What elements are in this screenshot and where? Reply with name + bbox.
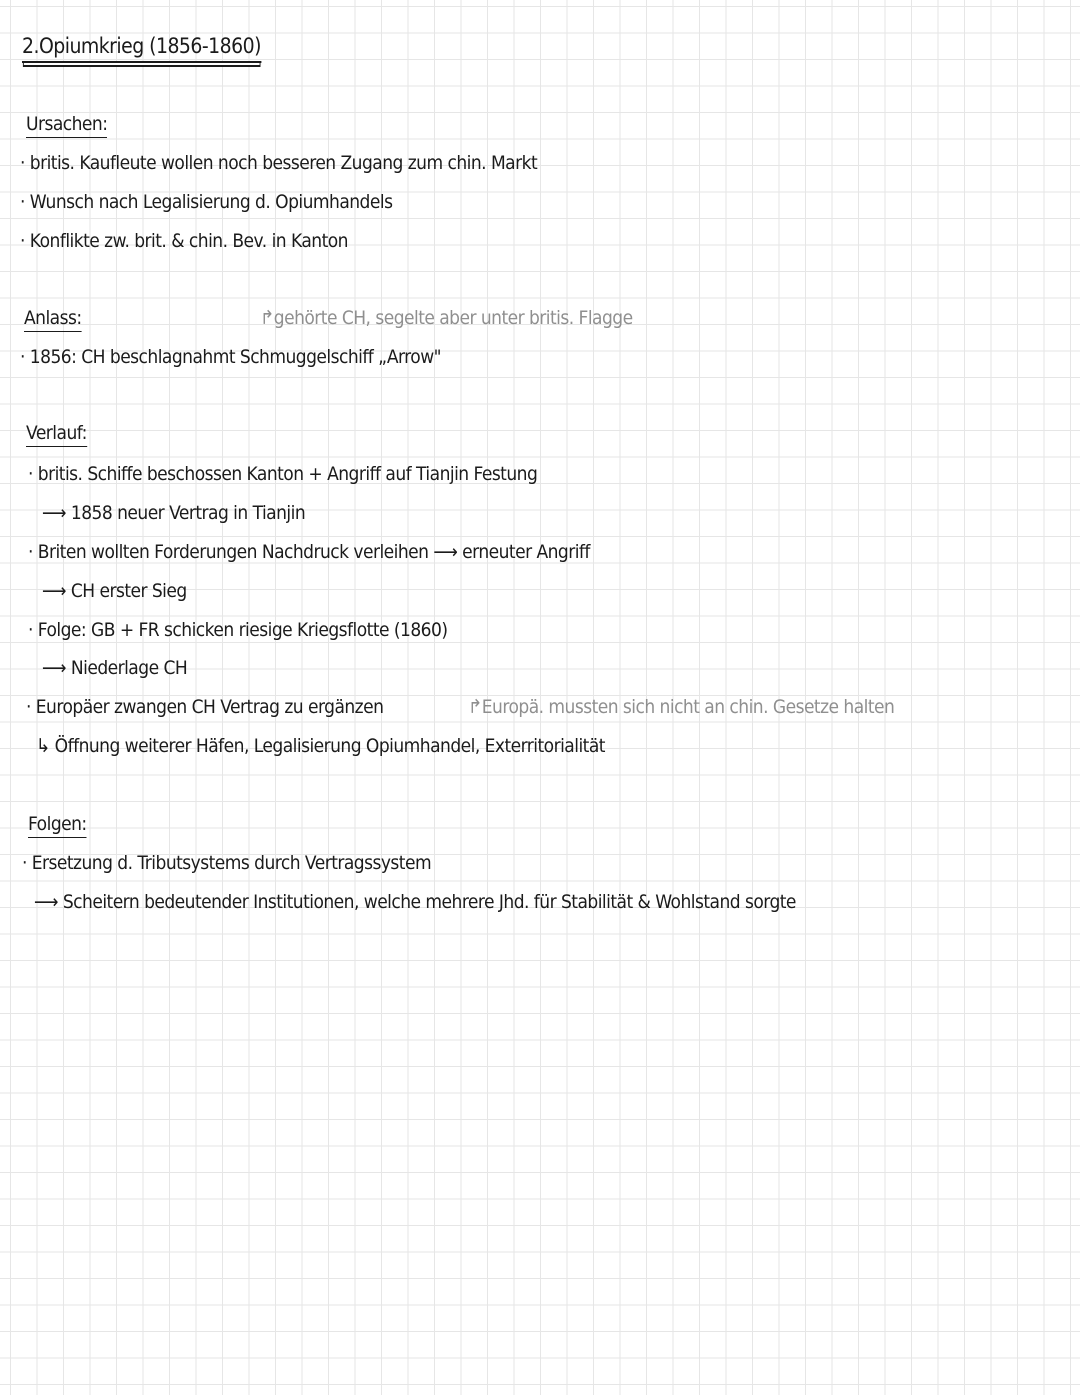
ursachen-item-1: · britis. Kaufleute wollen noch besseren Zugang zum chin. Markt: [20, 152, 538, 174]
verlauf-item-5: · Folge: GB + FR schicken riesige Kriegsflotte (1860): [28, 619, 448, 641]
ursachen-item-3: · Konflikte zw. brit. & chin. Bev. in Kanton: [20, 230, 348, 252]
folgen-heading: Folgen:: [28, 812, 87, 838]
folgen-item-1: · Ersetzung d. Tributsystems durch Vertragssystem: [22, 852, 432, 874]
anlass-heading: Anlass:: [24, 306, 82, 332]
verlauf-item-3: · Briten wollten Forderungen Nachdruck verleihen ⟶ erneuter Angriff: [28, 541, 590, 563]
verlauf-item-2: ⟶ 1858 neuer Vertrag in Tianjin: [42, 502, 306, 524]
verlauf-side-note: ↱Europä. mussten sich nicht an chin. Gesetze halten: [468, 696, 895, 718]
page-title: 2.Opiumkrieg (1856-1860): [22, 33, 261, 63]
ursachen-item-2: · Wunsch nach Legalisierung d. Opiumhandels: [20, 191, 393, 213]
ursachen-heading: Ursachen:: [26, 112, 107, 138]
verlauf-heading: Verlauf:: [26, 421, 87, 447]
verlauf-item-6: ⟶ Niederlage CH: [42, 657, 188, 679]
anlass-side-note: ↱gehörte CH, segelte aber unter britis. Flagge: [260, 307, 633, 329]
verlauf-item-8: ↳ Öffnung weiterer Häfen, Legalisierung Opiumhandel, Exterritorialität: [36, 735, 605, 757]
folgen-item-2: ⟶ Scheitern bedeutender Institutionen, welche mehrere Jhd. für Stabilität & Wohlstand sorgte: [34, 891, 796, 913]
verlauf-item-1: · britis. Schiffe beschossen Kanton + Angriff auf Tianjin Festung: [28, 463, 538, 485]
verlauf-item-4: ⟶ CH erster Sieg: [42, 580, 187, 602]
anlass-item-1: · 1856: CH beschlagnahmt Schmuggelschiff „Arrow": [20, 346, 441, 368]
verlauf-item-7: · Europäer zwangen CH Vertrag zu ergänzen: [26, 696, 384, 718]
